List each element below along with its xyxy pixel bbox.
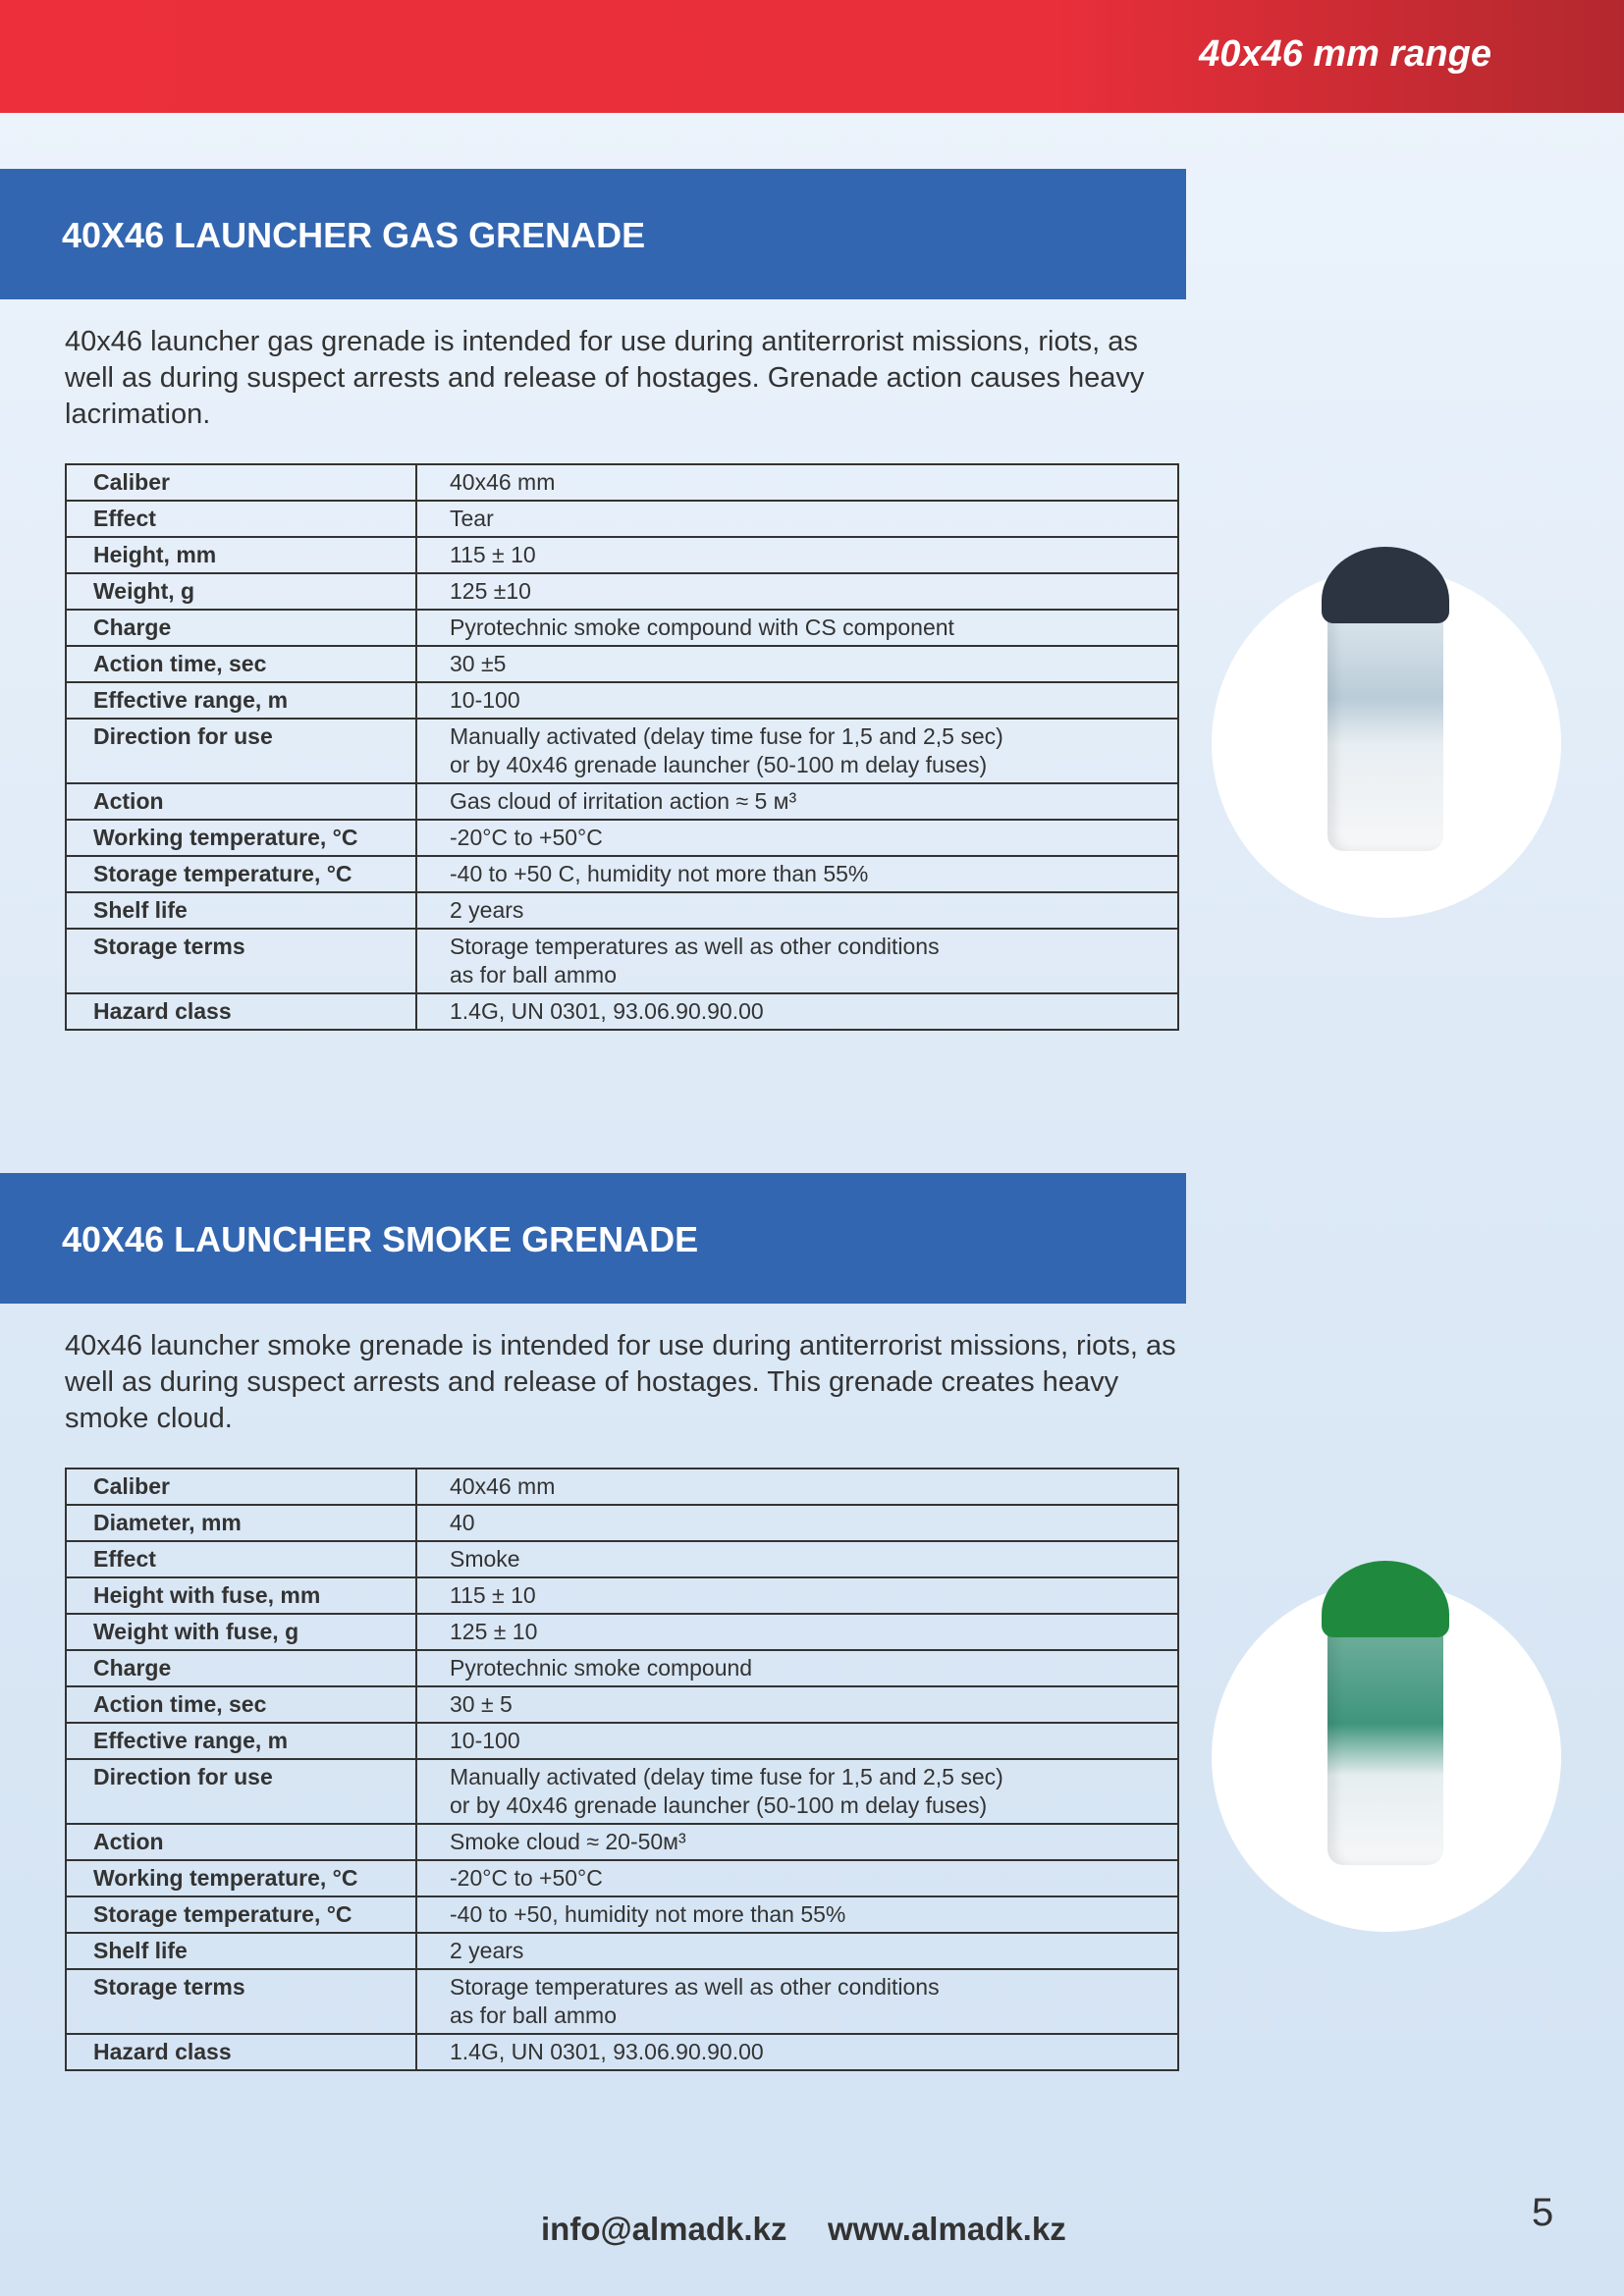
table-row (66, 1824, 1178, 1860)
page-number: 5 (1532, 2191, 1554, 2234)
section-title-band (0, 1173, 1186, 1304)
spec-label: Storage temperature, °C (66, 1896, 416, 1933)
spec-label: Effective range, m (66, 682, 416, 719)
spec-label: Hazard class (66, 2034, 416, 2070)
table-row (66, 1860, 1178, 1896)
table-row (66, 1933, 1178, 1969)
spec-label: Shelf life (66, 1933, 416, 1969)
section-title: 40X46 LAUNCHER SMOKE GRENADE (62, 1219, 699, 1259)
spec-label: Storage terms (66, 929, 416, 993)
table-row (66, 1969, 1178, 2034)
spec-table (65, 1468, 1179, 2071)
spec-label: Effect (66, 501, 416, 537)
spec-value: 125 ± 10 (416, 1614, 1178, 1650)
spec-value: Manually activated (delay time fuse for 1,5 and 2,5 sec) or by 40x46 grenade launcher (50-100 m delay fuses) (416, 1759, 1178, 1824)
spec-label: Diameter, mm (66, 1505, 416, 1541)
table-row (66, 719, 1178, 783)
spec-label: Action time, sec (66, 646, 416, 682)
section-title-band (0, 169, 1186, 299)
spec-value: -20°C to +50°C (416, 1860, 1178, 1896)
spec-value: Tear (416, 501, 1178, 537)
spec-label: Storage terms (66, 1969, 416, 2034)
header-bar (0, 0, 1624, 113)
spec-value: 10-100 (416, 1723, 1178, 1759)
spec-value: 2 years (416, 1933, 1178, 1969)
spec-label: Effect (66, 1541, 416, 1577)
spec-label: Action (66, 1824, 416, 1860)
spec-value: Smoke cloud ≈ 20-50м³ (416, 1824, 1178, 1860)
table-row (66, 820, 1178, 856)
spec-value: Pyrotechnic smoke compound with CS component (416, 610, 1178, 646)
table-row (66, 682, 1178, 719)
spec-value: 40x46 mm (416, 1468, 1178, 1505)
range-title: 40x46 mm range (1199, 33, 1491, 75)
spec-value: -40 to +50, humidity not more than 55% (416, 1896, 1178, 1933)
spec-label: Charge (66, 1650, 416, 1686)
spec-label: Height, mm (66, 537, 416, 573)
spec-label: Shelf life (66, 892, 416, 929)
spec-value: Pyrotechnic smoke compound (416, 1650, 1178, 1686)
table-row (66, 2034, 1178, 2070)
spec-value: Manually activated (delay time fuse for 1,5 and 2,5 sec) or by 40x46 grenade launcher (50-100 m delay fuses) (416, 719, 1178, 783)
product-image-gas-grenade (1212, 568, 1561, 918)
table-row (66, 464, 1178, 501)
table-row (66, 1759, 1178, 1824)
table-row (66, 1577, 1178, 1614)
table-row (66, 646, 1178, 682)
table-row (66, 610, 1178, 646)
spec-value: Gas cloud of irritation action ≈ 5 м³ (416, 783, 1178, 820)
table-row (66, 856, 1178, 892)
table-row (66, 929, 1178, 993)
spec-value: Storage temperatures as well as other conditions as for ball ammo (416, 1969, 1178, 2034)
table-row (66, 1505, 1178, 1541)
footer-website[interactable]: www.almadk.kz (828, 2211, 1066, 2247)
spec-value: 10-100 (416, 682, 1178, 719)
table-row (66, 1468, 1178, 1505)
spec-label: Height with fuse, mm (66, 1577, 416, 1614)
spec-value: 1.4G, UN 0301, 93.06.90.90.00 (416, 993, 1178, 1030)
spec-value: 30 ±5 (416, 646, 1178, 682)
table-row (66, 1686, 1178, 1723)
table-row (66, 501, 1178, 537)
table-row (66, 892, 1178, 929)
spec-value: 115 ± 10 (416, 537, 1178, 573)
spec-value: Smoke (416, 1541, 1178, 1577)
table-row (66, 993, 1178, 1030)
spec-label: Working temperature, °C (66, 820, 416, 856)
spec-label: Direction for use (66, 719, 416, 783)
spec-value: 2 years (416, 892, 1178, 929)
spec-label: Hazard class (66, 993, 416, 1030)
section-description: 40x46 launcher gas grenade is intended for use during antiterrorist missions, riots, as well as during suspect arrests and release of hostages. Grenade action causes heavy lacrimation. (65, 326, 1145, 430)
table-row (66, 573, 1178, 610)
spec-label: Caliber (66, 1468, 416, 1505)
spec-label: Direction for use (66, 1759, 416, 1824)
table-row (66, 1650, 1178, 1686)
table-row (66, 1896, 1178, 1933)
spec-value: -40 to +50 C, humidity not more than 55% (416, 856, 1178, 892)
spec-value: 115 ± 10 (416, 1577, 1178, 1614)
spec-label: Effective range, m (66, 1723, 416, 1759)
section-description: 40x46 launcher smoke grenade is intended for use during antiterrorist missions, riots, as well as during suspect arrests and release of hostages. This grenade creates heavy smoke cloud. (65, 1330, 1176, 1434)
table-row (66, 537, 1178, 573)
table-row (66, 1614, 1178, 1650)
spec-value: 40x46 mm (416, 464, 1178, 501)
spec-label: Storage temperature, °C (66, 856, 416, 892)
footer-email[interactable]: info@almadk.kz (541, 2211, 787, 2247)
spec-label: Weight with fuse, g (66, 1614, 416, 1650)
spec-label: Action time, sec (66, 1686, 416, 1723)
spec-label: Working temperature, °C (66, 1860, 416, 1896)
table-row (66, 1723, 1178, 1759)
spec-value: 40 (416, 1505, 1178, 1541)
table-row (66, 1541, 1178, 1577)
spec-table (65, 463, 1179, 1031)
spec-value: -20°C to +50°C (416, 820, 1178, 856)
spec-value: Storage temperatures as well as other conditions as for ball ammo (416, 929, 1178, 993)
product-image-smoke-grenade (1212, 1582, 1561, 1932)
spec-label: Action (66, 783, 416, 820)
spec-label: Weight, g (66, 573, 416, 610)
section-title: 40X46 LAUNCHER GAS GRENADE (62, 215, 646, 255)
table-row (66, 783, 1178, 820)
spec-label: Caliber (66, 464, 416, 501)
spec-value: 30 ± 5 (416, 1686, 1178, 1723)
spec-label: Charge (66, 610, 416, 646)
spec-value: 1.4G, UN 0301, 93.06.90.90.00 (416, 2034, 1178, 2070)
spec-value: 125 ±10 (416, 573, 1178, 610)
